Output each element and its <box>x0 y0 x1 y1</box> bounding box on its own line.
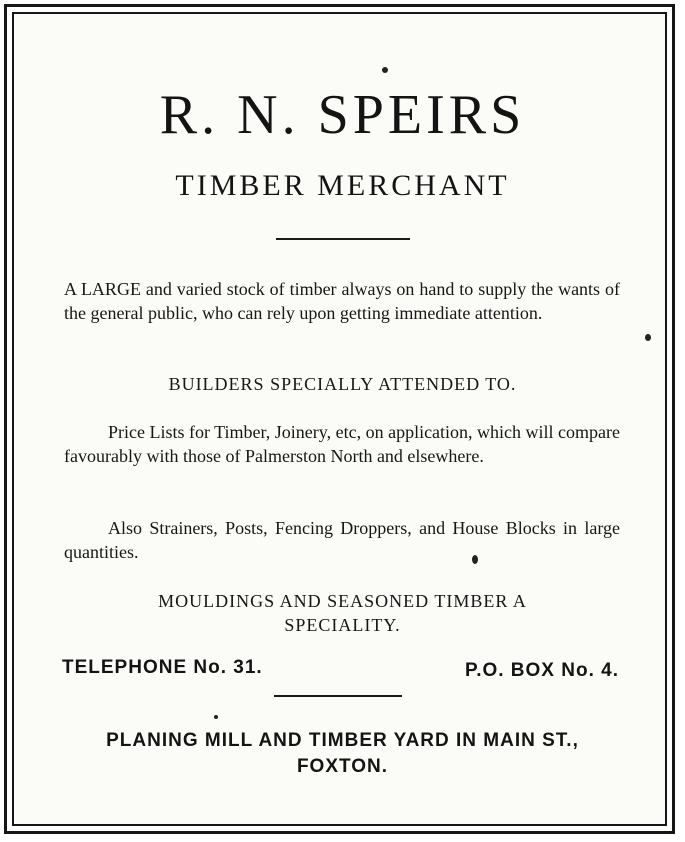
mouldings-heading <box>0 589 685 637</box>
trade-title: TIMBER MERCHANT <box>175 169 510 202</box>
mouldings-line-2: SPECIALITY. <box>284 615 401 635</box>
intro-paragraph: A LARGE and varied stock of timber always on hand to supply the wants of the general public, who can rely upon getting immediate attention. <box>64 279 620 323</box>
ink-speck <box>472 555 478 564</box>
strainers-paragraph: Also Strainers, Posts, Fencing Droppers, and House Blocks in large quantities. <box>64 518 620 562</box>
mill-address <box>0 728 685 780</box>
ink-speck <box>214 715 218 719</box>
builders-line: BUILDERS SPECIALLY ATTENDED TO. <box>168 374 517 394</box>
ink-speck <box>645 334 651 341</box>
telephone-number: TELEPHONE No. 31. <box>62 657 263 678</box>
divider-rule <box>276 238 410 240</box>
ink-speck <box>382 67 388 73</box>
mill-line-2: FOXTON. <box>296 756 389 777</box>
business-name: R. N. SPEIRS <box>159 84 526 146</box>
po-box: P.O. BOX No. 4. <box>464 660 619 681</box>
divider-rule <box>274 695 402 697</box>
mill-line-1: PLANING MILL AND TIMBER YARD IN MAIN ST., <box>106 730 579 751</box>
price-lists-paragraph: Price Lists for Timber, Joinery, etc, on application, which will compare favourably with those of Palmerston North and elsewhere. <box>64 422 621 466</box>
mouldings-line-1: MOULDINGS AND SEASONED TIMBER A <box>158 591 527 611</box>
